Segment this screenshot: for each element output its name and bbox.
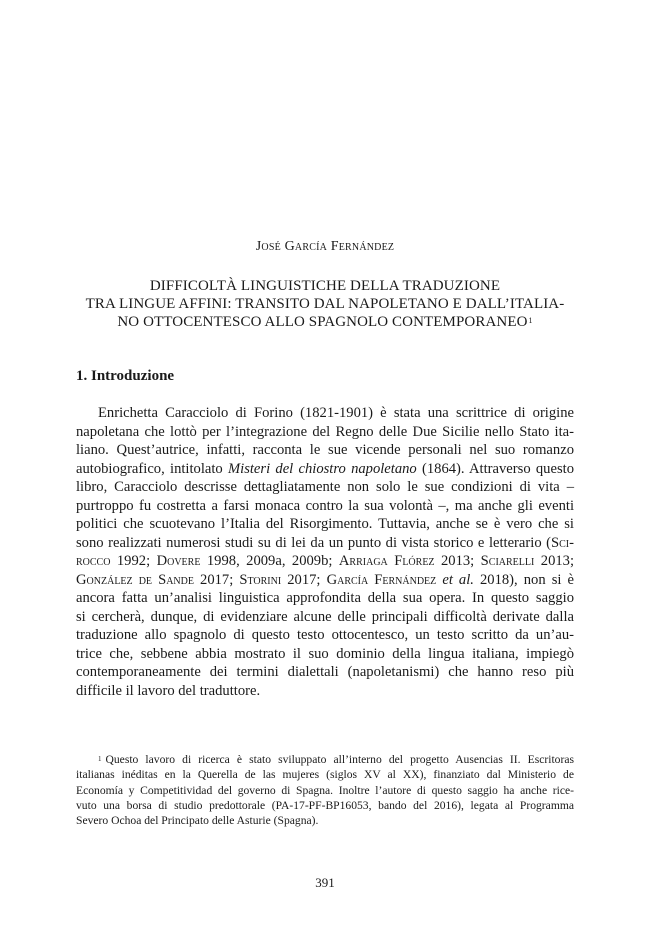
citation-author: González de Sande	[76, 571, 194, 588]
citation-author: rocco	[76, 553, 111, 569]
footnote-line: Severo Ochoa del Principato delle Asturie (Spagna).	[76, 814, 319, 828]
body-text-run: (1864). Attraverso questo	[416, 460, 574, 477]
title-line-1: DIFFICOLTÀ LINGUISTICHE DELLA TRADUZIONE	[149, 278, 501, 294]
footnote-line	[76, 752, 574, 767]
footnote-line: italianas inéditas en la Querella de las mujeres (siglos XV al XX), finanziato dal Ministerio de	[76, 768, 574, 782]
footnote	[76, 752, 574, 828]
body-line: politici che scuotevano l’Italia del Risorgimento. Tuttavia, anche se è vero che si	[76, 516, 574, 532]
citation-etal: et al.	[442, 571, 474, 588]
footnote-marker: 1	[98, 755, 102, 763]
footnote-text-run: Questo lavoro di ricerca è stato sviluppato all’interno del progetto Ausencias II. Escritoras	[105, 753, 574, 766]
author-name: José García Fernández	[255, 239, 395, 254]
body-line: Enrichetta Caracciolo di Forino (1821-1901) è stata una scrittrice di origine	[98, 405, 574, 421]
body-line: trice che, sebbene abbia mostrato il suo dominio della lingua italiana, impiegò	[76, 645, 574, 662]
citation-author: Sciarelli	[480, 553, 535, 569]
body-line: purtroppo fu costretta a farsi monaca contro la sua volontà –, ma anche gli eventi	[76, 497, 574, 514]
body-line: liano. Quest’autrice, infatti, racconta le sue vicende personali nel suo romanzo	[76, 442, 574, 458]
page-number: 391	[315, 875, 335, 890]
body-text-run: 2017;	[281, 571, 327, 588]
title-line-3	[60, 313, 590, 331]
body-line	[76, 534, 574, 553]
body-line	[76, 460, 574, 479]
footnote-line: Economía y Competitividad del governo di Spagna. Inoltre l’autore di questo saggio ha anche rice-	[76, 783, 574, 797]
citation-author: García Fernández	[326, 571, 437, 588]
body-line: contemporaneamente dei termini dialettali (napoletanismi) che hanno reso più	[76, 664, 574, 680]
body-line: difficile il lavoro del traduttore.	[76, 682, 261, 699]
title-footnote-marker[interactable]: 1	[528, 316, 533, 325]
body-line: traduzione allo spagnolo di questo testo ottocentesco, un testo scritto da un’au-	[76, 627, 574, 643]
body-line	[76, 552, 574, 571]
body-text-run: 2013;	[534, 553, 575, 569]
body-line: si cercherà, dunque, di evidenziare alcune delle principali difficoltà derivate dalla	[76, 608, 574, 625]
body-text-run: 2013;	[434, 553, 481, 569]
body-text-run: autobiografico, intitolato	[76, 460, 228, 477]
body-line	[76, 571, 574, 590]
body-text-run: 2017;	[193, 571, 240, 588]
body-line: libro, Caracciolo descrisse dettagliatamente non solo le sue condizioni di vita –	[76, 479, 574, 495]
section-heading: 1. Introduzione	[76, 368, 175, 384]
body-text-run: 2018), non si è	[473, 571, 574, 588]
article-title	[60, 277, 590, 331]
title-line-3-text: NO OTTOCENTESCO ALLO SPAGNOLO CONTEMPORANEO	[117, 314, 528, 330]
citation-author: Sci-	[551, 534, 574, 551]
book-title: Misteri del chiostro napoletano	[227, 460, 417, 477]
footnote-line: vuto una borsa di studio predottorale (PA-17-PF-BP16053, bando del 2016), legata al Programma	[76, 798, 574, 812]
body-text-run: 1992;	[110, 553, 157, 569]
citation-author: Storini	[239, 571, 282, 588]
body-line: ancora fatta un’analisi linguistica approfondita della sua opera. In questo saggio	[76, 590, 574, 606]
body-line: napoletana che lottò per l’integrazione del Regno delle Due Sicilie nello Stato ita-	[76, 423, 574, 440]
body-paragraph	[76, 404, 574, 700]
title-line-2: TRA LINGUE AFFINI: TRANSITO DAL NAPOLETANO E DALL’ITALIA-	[85, 296, 565, 312]
citation-author: Arriaga Flórez	[338, 553, 435, 569]
body-text-run: sono realizzati numerosi studi su di lei da un punto di vista storico e letterario (	[76, 534, 552, 551]
body-text-run: 1998, 2009a, 2009b;	[200, 553, 339, 569]
citation-author: Dovere	[156, 553, 201, 569]
